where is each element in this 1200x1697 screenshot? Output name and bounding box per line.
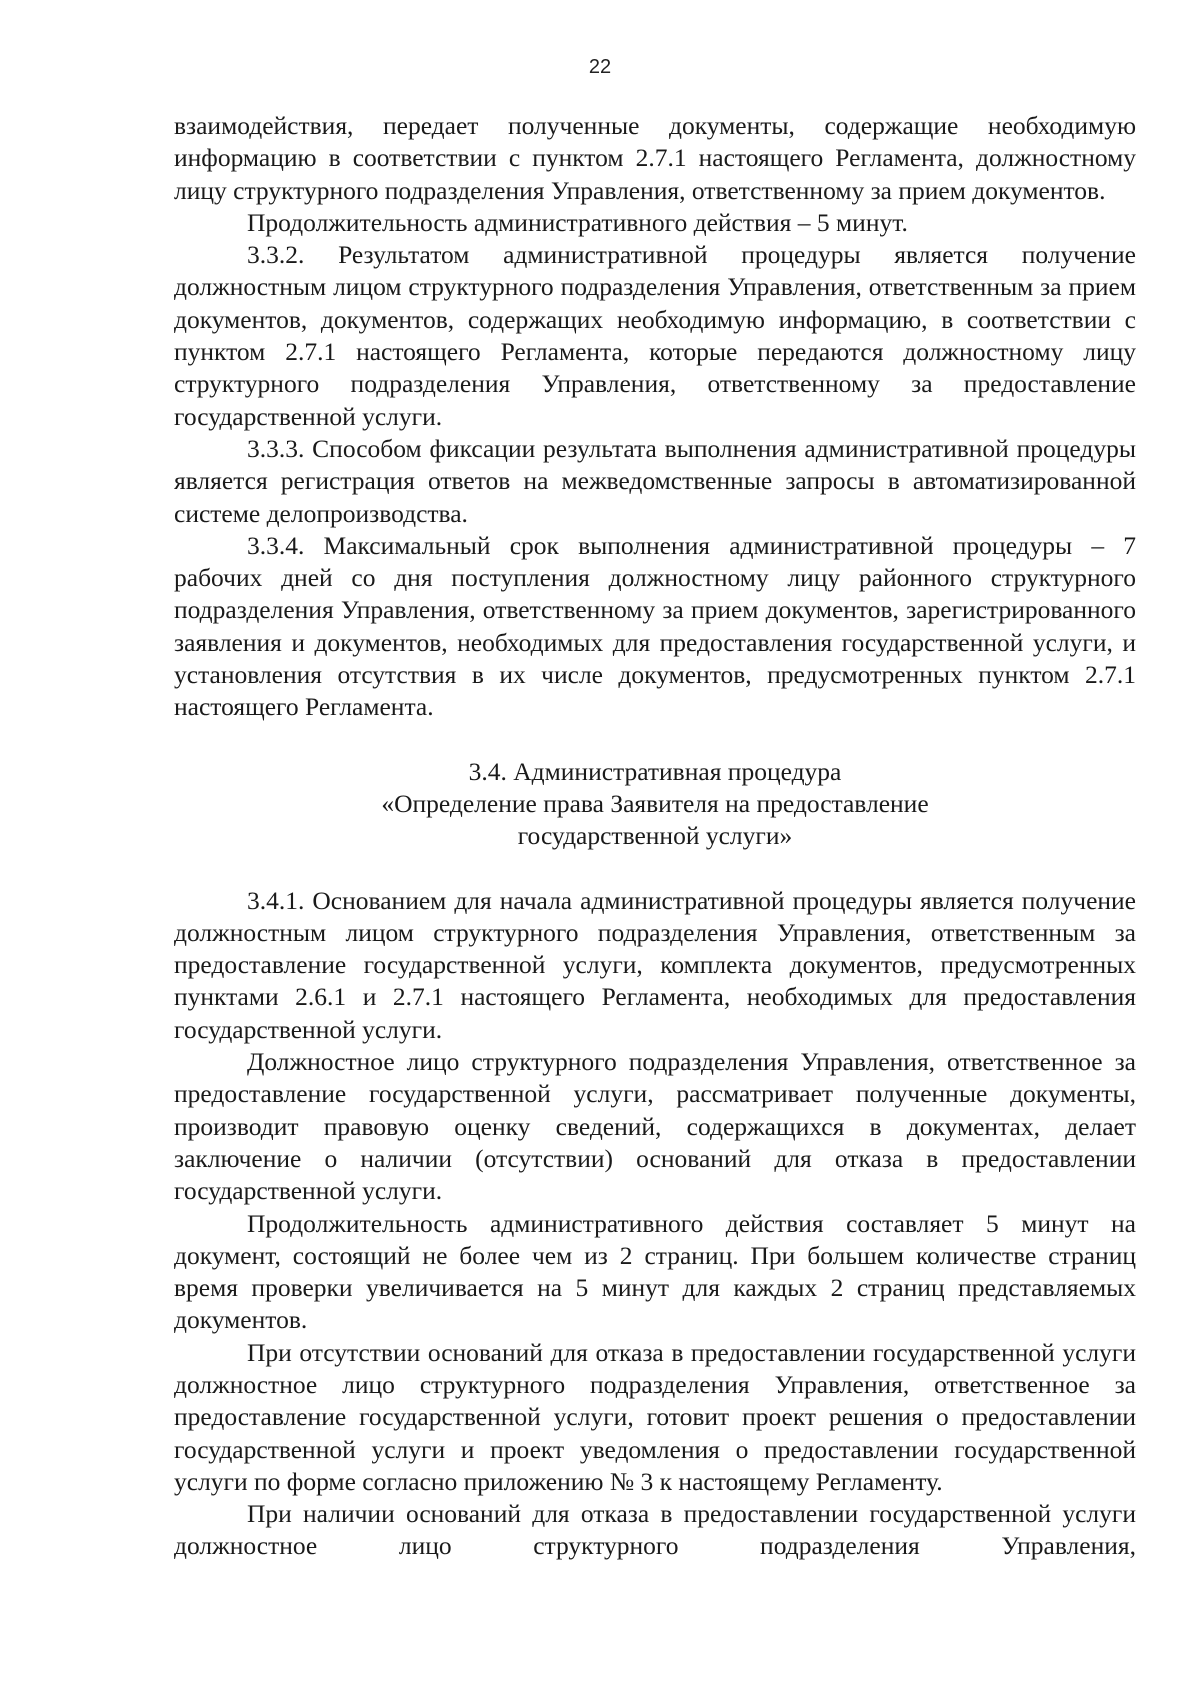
heading-line-2: «Определение права Заявителя на предоставление <box>381 788 929 818</box>
paragraph-review-duration: Продолжительность административного действия составляет 5 минут на документ, состоящий не более чем из 2 страниц. При большем количестве страниц время проверки увеличивается на 5 минут для каждых 2 страниц представляемых документов. <box>174 1208 1136 1335</box>
paragraph-3-3-4: 3.3.4. Максимальный срок выполнения административной процедуры – 7 рабочих дней со дня поступления должностному лицу районного структурного подразделения Управления, ответственному за прием документов, зарегистрированного заявления и документов, необходимых для предоставления государственной услуги, и установления отсутствия в их числе документов, предусмотренных пунктом 2.7.1 настоящего Регламента. <box>174 530 1136 722</box>
page-number: 22 <box>588 56 612 78</box>
paragraph-3-3-2: 3.3.2. Результатом административной процедуры является получение должностным лицом структурного подразделения Управления, ответственным за прием документов, документов, содержащих необходимую информацию, в соответствии с пунктом 2.7.1 настоящего Регламента, которые передаются должностному лицу структурного подразделения Управления, ответственному за предоставление государственной услуги. <box>174 240 1136 431</box>
paragraph-duration-5-min: Продолжительность административного действия – 5 минут. <box>247 207 908 237</box>
paragraph-no-grounds-refusal: При отсутствии оснований для отказа в предоставлении государственной услуги должностное лицо структурного подразделения Управления, ответственное за предоставление государственной услуги, готовит проект решения о предоставлении государственной услуги и проект уведомления о предоставлении государственной услуги по форме согласно приложению № 3 к настоящему Регламенту. <box>174 1337 1136 1496</box>
paragraph-3-3-3: 3.3.3. Способом фиксации результата выполнения административной процедуры является регистрация ответов на межведомственные запросы в автоматизированной системе делопроизводства. <box>174 433 1136 528</box>
paragraph-continuation: взаимодействия, передает полученные документы, содержащие необходимую информацию в соответствии с пунктом 2.7.1 настоящего Регламента, должностному лицу структурного подразделения Управления, ответственному за прием документов. <box>174 111 1136 205</box>
document-body <box>174 110 1136 1563</box>
paragraph-official-review: Должностное лицо структурного подразделения Управления, ответственное за предоставление государственной услуги, рассматривает полученные документы, производит правовую оценку сведений, содержащихся в документах, делает заключение о наличии (отсутствии) оснований для отказа в предоставлении государственной услуги. <box>174 1047 1136 1206</box>
heading-line-3: государственной услуги» <box>517 821 793 851</box>
section-heading-3-4 <box>174 756 1136 853</box>
heading-line-1: 3.4. Административная процедура <box>468 756 842 786</box>
paragraph-grounds-refusal: При наличии оснований для отказа в предоставлении государственной услуги должностное лицо структурного подразделения Управления, <box>174 1499 1136 1561</box>
paragraph-3-4-1: 3.4.1. Основанием для начала административной процедуры является получение должностным лицом структурного подразделения Управления, ответственным за предоставление государственной услуги, комплекта документов, предусмотренных пунктами 2.6.1 и 2.7.1 настоящего Регламента, необходимых для предоставления государственной услуги. <box>174 885 1136 1044</box>
